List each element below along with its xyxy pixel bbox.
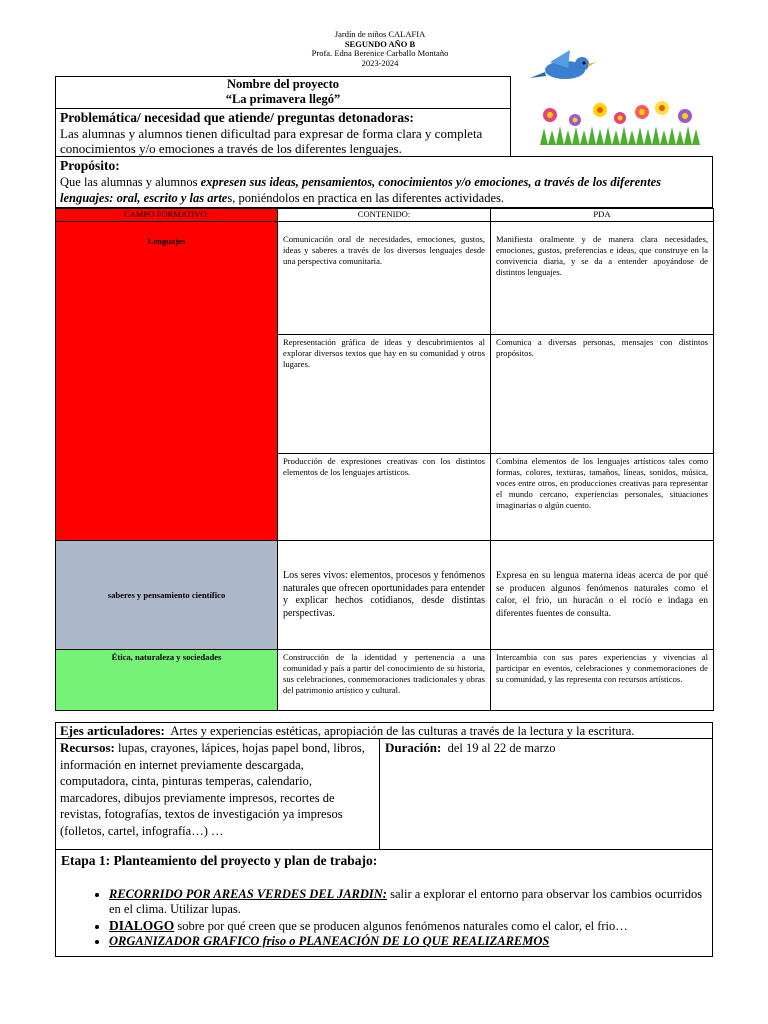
- etapa-item-text: salir a explorar el entorno para observar los cambios ocurridos en el clima. Utilizar lupas.: [109, 886, 703, 916]
- school-year: 2023-2024: [361, 57, 399, 68]
- contenido-cell: Construcción de la identidad y pertenencia a una comunidad y país a partir del conocimiento de su historia, sus celebraciones, conmemoraciones tradicionales y obras del patrimonio artístico y cultural.: [278, 650, 491, 711]
- contenido-cell: Los seres vivos: elementos, procesos y fenómenos naturales que ofrecen oportunidades para entender y explicar hechos cotidianos, desde distintas perspectivas.: [278, 541, 491, 650]
- purpose-title: Propósito:: [60, 158, 120, 173]
- list-item: [109, 918, 707, 935]
- field-lenguajes: [56, 222, 278, 541]
- field-saberes: saberes y pensamiento científico: [56, 541, 278, 650]
- ejes-text: Artes y experiencias estéticas, apropiación de las culturas a través de la lectura y la escritura.: [170, 724, 635, 738]
- pda-cell: Comunica a diversas personas, mensajes con distintos propósitos.: [491, 335, 714, 454]
- document-header: [200, 30, 560, 68]
- recursos-text: lupas, crayones, lápices, hojas papel bond, libros, información en internet previamente descargada, computadora, cinta, pinturas temperas, calendario, marcadores, dibujos previamente impresos, recortes de revistas, fotografías, textos de investigación ya impresos (folletos, cartel, infografía…) …: [60, 741, 365, 838]
- project-title: “La primavera llegó”: [225, 92, 341, 106]
- recursos-section: [55, 738, 380, 850]
- purpose-text-a: Que las alumnas y alumnos: [60, 175, 201, 189]
- purpose-section: [55, 156, 713, 208]
- etapa-item-strong: RECORRIDO POR AREAS VERDES DEL JARDIN:: [109, 886, 387, 901]
- formative-table: [55, 208, 714, 711]
- school-name: Jardín de niños CALAFIA: [334, 29, 426, 39]
- header-campo: CAMPO FORMATIVO:: [56, 209, 278, 222]
- grass-icon: [540, 126, 700, 145]
- contenido-cell: Producción de expresiones creativas con los distintos elementos de los lenguajes artísticos.: [278, 454, 491, 541]
- etapa-list: [61, 887, 707, 950]
- project-name-box: [55, 76, 511, 108]
- header-contenido: CONTENIDO:: [278, 209, 491, 222]
- pda-cell: Intercambia con sus pares experiencias y vivencias al participar en eventos, celebraciones y conmemoraciones de su comunidad, y las representa con recursos artísticos.: [491, 650, 714, 711]
- ejes-section: [55, 722, 713, 739]
- etapa-title: Etapa 1: Planteamiento del proyecto y plan de trabajo:: [61, 853, 378, 868]
- pda-cell: Combina elementos de los lenguajes artísticos tales como formas, colores, texturas, tamaños, líneas, sonidos, música, voces entre otros, en producciones creativas para representar el mundo cercano, experiencias personales, situaciones imaginarias o algún cuento.: [491, 454, 714, 541]
- list-item: [109, 887, 707, 918]
- recursos-title: Recursos:: [60, 740, 115, 755]
- bird-icon: [530, 50, 596, 79]
- project-label: Nombre del proyecto: [226, 77, 340, 91]
- duracion-title: Duración:: [385, 740, 442, 755]
- problem-section: [55, 108, 511, 156]
- field-lenguajes-label: Lenguajes: [147, 236, 186, 246]
- problem-title: Problemática/ necesidad que atiende/ preguntas detonadoras:: [60, 110, 414, 125]
- pda-cell: Manifiesta oralmente y de manera clara necesidades, emociones, gustos, preferencias e ideas, que construye en la convivencia diaria, y se da a entender apoyándose de distintos lenguajes.: [491, 222, 714, 335]
- duracion-text: del 19 al 22 de marzo: [447, 741, 556, 755]
- contenido-cell: Comunicación oral de necesidades, emociones, gustos, ideas y saberes a través de los diversos lenguajes desde una perspectiva comunitaria.: [278, 222, 491, 335]
- problem-text: Las alumnas y alumnos tienen dificultad para expresar de forma clara y completa conocimientos y/o emociones a través de los diferentes lenguajes.: [60, 125, 483, 156]
- grade-label: SEGUNDO AÑO B: [344, 38, 416, 49]
- contenido-cell: Representación gráfica de ideas y descubrimientos al explorar diversos textos que hay en su comunidad y otros lugares.: [278, 335, 491, 454]
- pda-cell: Expresa en su lengua materna ideas acerca de por qué se producen algunos fenómenos naturales como el calor, el frio, un huracán o el rocío e indaga en diferentes fuentes de consulta.: [491, 541, 714, 650]
- purpose-text-emphasis: expresen sus ideas, pensamientos, conocimientos y/o emociones, a través de los diferentes lenguajes: oral, escrito y las arte: [60, 175, 661, 205]
- etapa-item-text: sobre por qué creen que se producen algunos fenómenos naturales como el calor, el frio…: [174, 918, 628, 933]
- etapa-item-strong: DIALOGO: [109, 917, 175, 933]
- spring-decoration-image: [520, 50, 715, 150]
- etapa-item-strong: ORGANIZADOR GRAFICO friso o PLANEACIÓN DE LO QUE REALIZAREMOS: [109, 934, 550, 948]
- purpose-text: [60, 174, 708, 206]
- teacher-name: Profa. Edna Berenice Carballo Montaño: [311, 48, 449, 58]
- duracion-section: [379, 738, 713, 850]
- ejes-title: Ejes articuladores:: [60, 723, 165, 738]
- purpose-text-c: s, poniéndolos en practica en las diferentes actividades.: [227, 191, 504, 205]
- etapa-section: [55, 849, 713, 957]
- flowers-icon: [543, 101, 692, 126]
- header-pda: PDA: [491, 209, 714, 222]
- field-etica: Ética, naturaleza y sociedades: [56, 650, 278, 711]
- list-item: [109, 934, 707, 950]
